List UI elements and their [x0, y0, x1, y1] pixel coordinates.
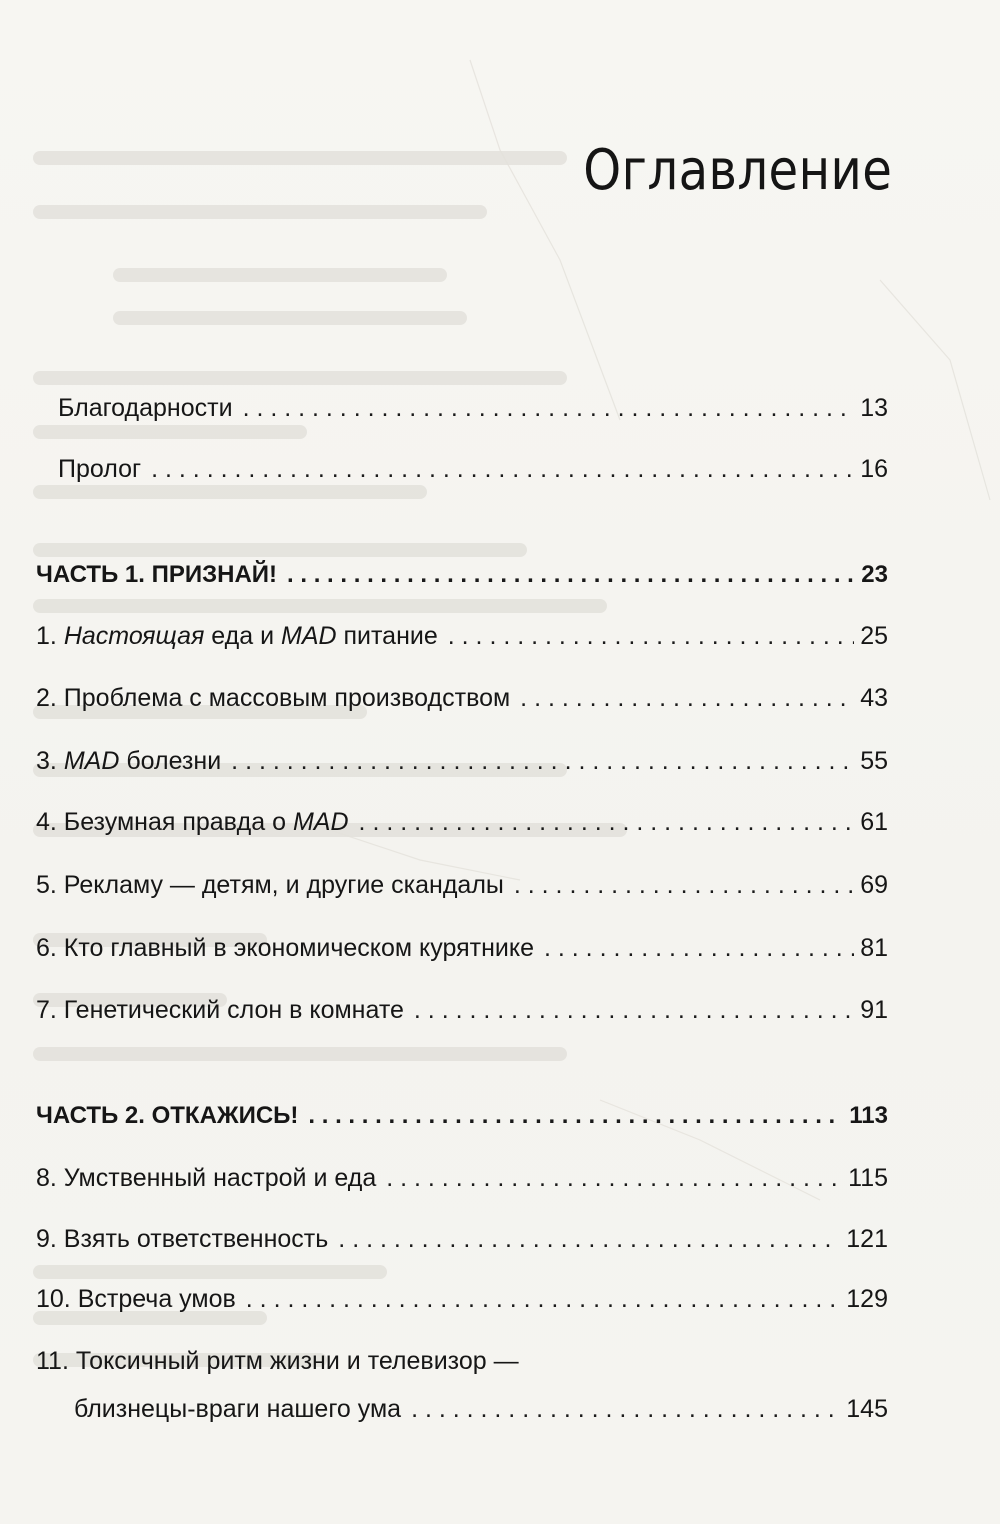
toc-chapter-11[interactable] [74, 1393, 888, 1425]
toc-part-1[interactable] [36, 559, 888, 591]
leader-dots [287, 559, 855, 591]
toc-page-number: 25 [860, 622, 888, 650]
toc-entry-label [36, 745, 221, 777]
leader-dots [514, 869, 854, 901]
italic-word: MAD [63, 747, 120, 775]
toc-page-number: 113 [849, 1102, 888, 1129]
toc-chapter-10[interactable] [36, 1283, 888, 1315]
toc-chapter-5[interactable] [36, 869, 888, 901]
toc-page-number: 55 [860, 747, 888, 775]
toc-page-number: 69 [860, 871, 888, 899]
toc-entry-prologue[interactable] [58, 453, 888, 485]
leader-dots [544, 932, 854, 964]
toc-chapter-7[interactable] [36, 994, 888, 1026]
leader-dots [231, 745, 854, 777]
toc-entry-label: 2. Проблема с массовым производством [36, 684, 511, 712]
italic-word: Настоящая [63, 622, 205, 650]
toc-page-number: 61 [860, 808, 888, 836]
toc-page-number: 16 [860, 455, 888, 483]
toc-chapter-4[interactable] [36, 806, 888, 838]
toc-chapter-2[interactable] [36, 682, 888, 714]
toc-chapter-11-line1[interactable]: 11. Токсичный ритм жизни и телевизор — [36, 1347, 519, 1375]
toc-chapter-9[interactable] [36, 1223, 888, 1255]
toc-entry-label: 7. Генетический слон в комнате [36, 996, 404, 1024]
toc-chapter-3[interactable] [36, 745, 888, 777]
toc-page-number: 43 [860, 684, 888, 712]
toc-entry-acknowledgments[interactable] [58, 392, 888, 424]
italic-word: MAD [281, 622, 337, 650]
toc-entry-label: 5. Рекламу — детям, и другие скандалы [36, 871, 504, 899]
label-part: еда и [204, 622, 281, 650]
label-part: питание [336, 622, 438, 650]
page-title: Оглавление [582, 138, 892, 203]
toc-page-number: 13 [860, 394, 888, 422]
leader-dots [520, 682, 854, 714]
leader-dots [338, 1223, 840, 1255]
toc-page-number: 115 [848, 1164, 888, 1192]
toc-entry-label: 6. Кто главный в экономическом курятнике [36, 934, 534, 962]
toc-entry-label: близнецы-враги нашего ума [74, 1395, 402, 1423]
toc-entry-label: Пролог [58, 455, 142, 483]
toc-entry-label: 9. Взять ответственность [36, 1225, 329, 1253]
toc-page-number: 91 [860, 996, 888, 1024]
leader-dots [448, 620, 854, 652]
toc-page-number: 129 [846, 1285, 888, 1313]
italic-word: MAD [292, 808, 349, 836]
leader-dots [414, 994, 854, 1026]
toc-entry-label: 10. Встреча умов [36, 1285, 236, 1313]
toc-page-number: 121 [846, 1225, 888, 1253]
leader-dots [359, 806, 855, 838]
toc-entry-label: Благодарности [58, 394, 233, 422]
toc-page-number: 23 [861, 561, 888, 588]
toc-part-label: ЧАСТЬ 1. ПРИЗНАЙ! [36, 561, 278, 588]
leader-dots [411, 1393, 840, 1425]
leader-dots [151, 453, 854, 485]
leader-dots [243, 392, 855, 424]
toc-part-label: ЧАСТЬ 2. ОТКАЖИСЬ! [36, 1102, 299, 1129]
toc-entry-label [36, 620, 438, 652]
toc-part-2[interactable] [36, 1100, 888, 1132]
leader-dots [246, 1283, 841, 1315]
toc-chapter-1[interactable] [36, 620, 888, 652]
leader-dots [308, 1100, 843, 1132]
chapter-number: 1. [36, 622, 57, 650]
label-part: болезни [119, 747, 222, 775]
toc-chapter-6[interactable] [36, 932, 888, 964]
toc-entry-label [36, 806, 349, 838]
leader-dots [386, 1162, 842, 1194]
toc-entry-label: 8. Умственный настрой и еда [36, 1164, 377, 1192]
chapter-number: 3. [36, 747, 57, 775]
toc-page-number: 145 [846, 1395, 888, 1423]
toc-page-number: 81 [860, 934, 888, 962]
label-part: 4. Безумная правда о [36, 808, 293, 836]
toc-chapter-8[interactable] [36, 1162, 888, 1194]
